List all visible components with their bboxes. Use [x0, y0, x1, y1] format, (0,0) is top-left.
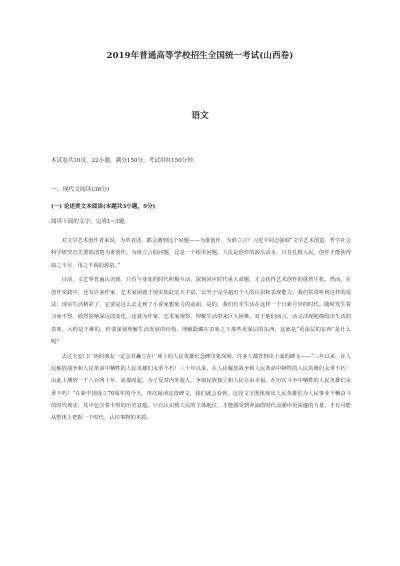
- exam-title: 2019年普通高等学校招生全国统一考试(山西卷): [106, 50, 294, 60]
- subsection-heading: (一) 论述类文本阅读(本题共3小题，9分): [51, 204, 156, 210]
- passage-paragraph-1: 对文学艺术创作者来说，为草表述，都会遇到这个问题——为谁创作、为谁立言？习近平同志强调“文学艺术创造、哲学社会科学研究首先要搞清楚为谁创作、为谁立言的问题，这是一个根本问题。人民是创作的源头活水，只有扎根人民，创作才能获得取之不尽、用之不竭的源泉。”: [51, 238, 351, 269]
- subject-title: 语文: [191, 111, 209, 121]
- exam-info: 本试卷共10页，22小题，满分150分。考试用时150分钟。: [51, 158, 199, 164]
- section-heading: 一、现代文阅读(36分): [51, 187, 110, 193]
- passage-paragraph-2: 目前，文艺界普遍认识到，只有与身处的时代积极互动，深刻回应时代重大命题，才会获得艺术创作的蓬勃生机。然而，在创作实践中，还有许多作家、艺术家困惑于现实如此宏大丰富，以至于完全超出个人的认识和表现能力。我们常常听到这样的说法：现实生活精彩了，它要是这么去走到了小说家想象力的前面，是的，我们有幸生活在这样一个日新月异的时代。随时发生着习而不察、剧烈影响深远的变化，这就为作家、艺术家观察、理解生活带来巨大困难。对于他们而言，活灵活现地描绘出生活的表象，大约是不难的，但要深刻理解生活发展的结构，理解隐藏在表象之下那些更深层的东西，这就是“更深层的东西”是什么呢？: [51, 277, 351, 345]
- reading-passage: [51, 235, 351, 427]
- instruction-text: 阅读下面的文字，完成1~3题。: [51, 219, 130, 225]
- passage-paragraph-3: 去过天安门广场的朋友一定会对矗立在广场上的人民英雄纪念碑印象深刻，许多人都背得出上面的碑文——“三年以来，在人民解放战争和人民革命中牺牲的人民英雄们永垂不朽！三十年以来，在人民解放战争和人民革命中牺牲的人民英雄们永垂不朽！由此上溯到一千八百四十年，从那时起，为了反对内外敌人，争取民族独立和人民自由幸福，在历次斗争中牺牲的人民英雄们永垂不朽！”在新中国成立70周年的今天，再次阅读这段碑文，我们就会看到，这段文字既体现出人民英雄们为人民事业不懈奋斗的时代现实，其中包含着丰厚的历史意蕴。只有认识到人民的主体地位，才能感受到奔涌的时代浪潮中更深邃的力量，才有可能从整体上把握一个时代，认识事物的本质。: [51, 353, 351, 422]
